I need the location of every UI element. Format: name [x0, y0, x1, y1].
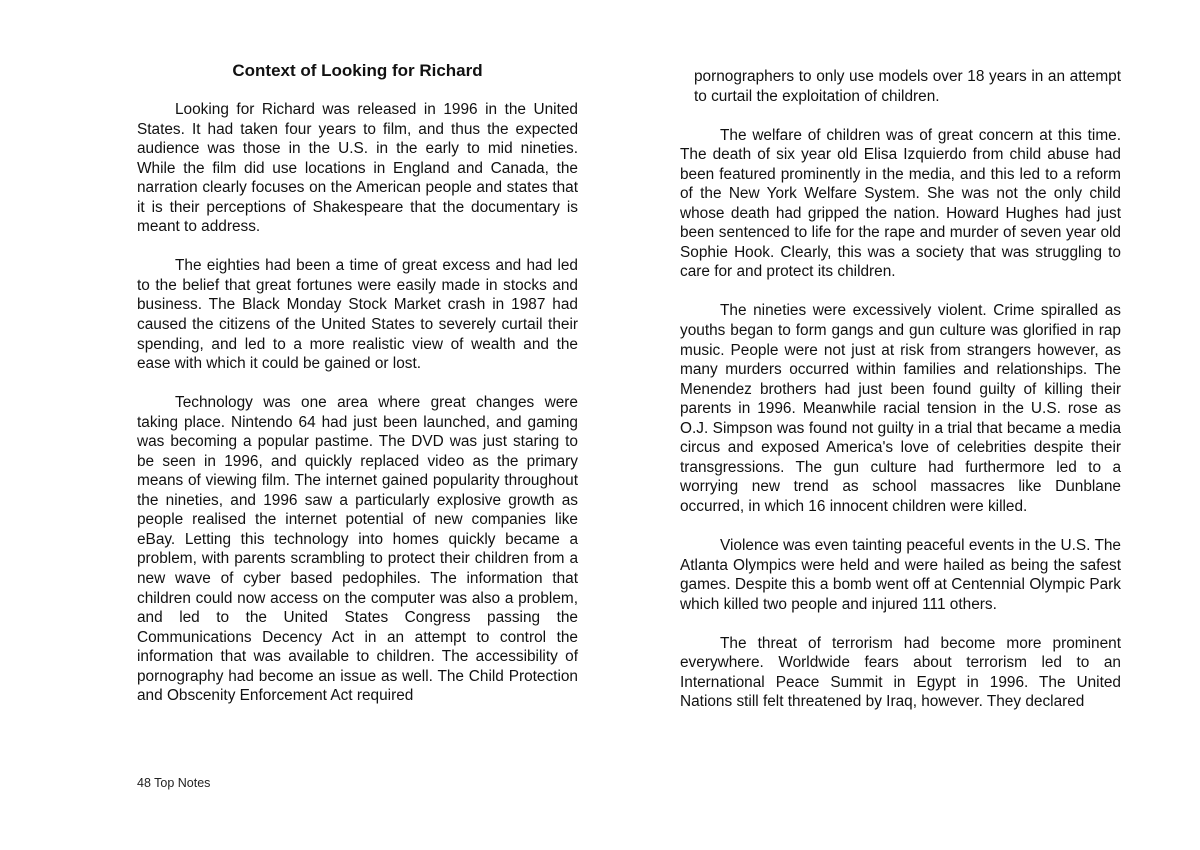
paragraph-atlanta-olympics: Violence was even tainting peaceful events in the U.S. The Atlanta Olympics were held and were hailed as being the safest games. Despite this a bomb went off at Centennial Olympic Park which killed two people and injured 111 others.	[680, 536, 1121, 613]
paragraph-eighties-excess: The eighties had been a time of great excess and had led to the belief that great fortunes were easily made in stocks and business. The Black Monday Stock Market crash in 1987 had caused the citizens of the United States to severely curtail their spending, and led to a more realistic view of wealth and the ease with which it could be gained or lost.	[137, 257, 578, 373]
paragraph-nineties-violence: The nineties were excessively violent. Crime spiralled as youths began to form gangs and gun culture was glorified in rap music. People were not just at risk from strangers however, as many murders occurred within families and relationships. The Menendez brothers had just been found guilty of killing their parents in 1996. Meanwhile racial tension in the U.S. rose as O.J. Simpson was found not guilty in a trial that became a media circus and exposed America's love of celebrities despite their transgressions. The gun culture had furthermore led to a worrying new trend as school massacres like Dunblane occurred, in which 16 innocent children were killed.	[680, 302, 1121, 515]
right-page	[680, 67, 1121, 731]
paragraph-child-welfare: The welfare of children was of great concern at this time. The death of six year old Elisa Izquierdo from child abuse had been featured prominently in the media, and this led to a reform of the New York Welfare System. She was not the only child whose death had gripped the nation. Howard Hughes had just been sentenced to life for the rape and murder of seven year old Sophie Hook. Clearly, this was a society that was struggling to care for and protect its children.	[680, 126, 1121, 281]
left-page	[137, 60, 578, 725]
paragraph-release-context: Looking for Richard was released in 1996 in the United States. It had taken four years to film, and thus the expected audience was those in the U.S. in the early to mid nineties. While the film did use locations in England and Canada, the narration clearly focuses on the American people and states that it is their perceptions of Shakespeare that the documentary is meant to address.	[137, 101, 578, 236]
paragraph-terrorism: The threat of terrorism had become more prominent everywhere. Worldwide fears about terrorism led to an International Peace Summit in Egypt in 1996. The United Nations still felt threatened by Iraq, however. They declared	[680, 634, 1121, 711]
page-footer: 48 Top Notes	[137, 776, 211, 790]
paragraph-technology: Technology was one area where great changes were taking place. Nintendo 64 had just been launched, and gaming was becoming a popular pastime. The DVD was just staring to be seen in 1996, and quickly replaced video as the primary means of viewing film. The internet gained popularity throughout the nineties, and 1996 saw a particularly explosive growth as people realised the internet potential of new companies like eBay. Letting this technology into homes quickly became a problem, with parents scrambling to protect their children from a new wave of cyber based pedophiles. The information that children could now access on the computer was also a problem, and led to the United States Congress passing the Communications Decency Act in an attempt to control the information that was available to children. The accessibility of pornography had become an issue as well. The Child Protection and Obscenity Enforcement Act required	[137, 394, 578, 705]
paragraph-continuation: pornographers to only use models over 18 years in an attempt to curtail the exploitation of children.	[694, 68, 1121, 105]
page-title: Context of Looking for Richard	[232, 61, 483, 80]
